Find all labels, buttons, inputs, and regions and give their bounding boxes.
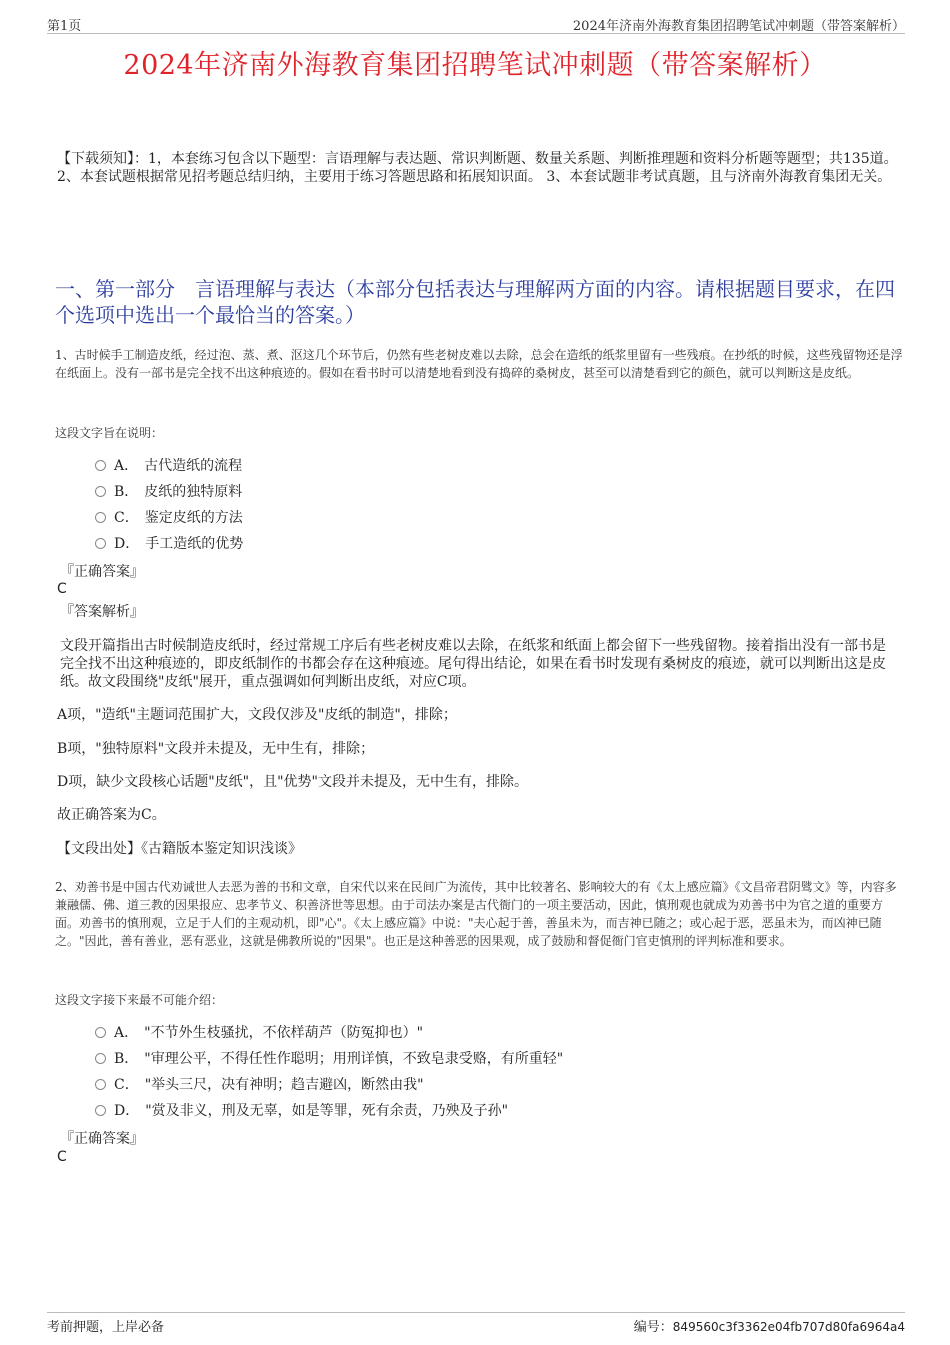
q1-source: 【文段出处】《古籍版本鉴定知识浅谈》 [57,841,302,857]
q1-passage: 1、古时候手工制造皮纸，经过泡、蒸、煮、沤这几个环节后，仍然有些老树皮难以去除，总会在造纸的纸浆里留有一些残痕。在抄纸的时候，这些残留物还是浮在纸面上。没有一部书是完全找不出这种痕迹的。假如在看书时可以清楚地看到没有捣碎的桑树皮，甚至可以清楚看到它的颜色，就可以判断这是皮纸。 [55,348,903,380]
q1-option-d[interactable]: D． 手工造纸的优势 [95,534,243,554]
q1-final-answer: 故正确答案为C。 [57,807,166,823]
q1-option-b[interactable]: B． 皮纸的独特原料 [95,482,242,502]
radio-icon[interactable] [95,512,106,523]
radio-icon[interactable] [95,1027,106,1038]
download-notice: 【下载须知】：1，本套练习包含以下题型：言语理解与表达题、常识判断题、数量关系题、判断推理题和资料分析题等题型；共135道。 2、本套试题根据常见招考题总结归纳，主要用于练习答题思路和拓展知识面。 3、本套试题非考试真题，且与济南外海教育集团无关。 [57,151,898,185]
radio-icon[interactable] [95,1053,106,1064]
q2-option-b[interactable]: B． "审理公平，不得任性作聪明；用刑详慎，不致皂隶受赂，有所重轻" [95,1049,563,1069]
radio-icon[interactable] [95,1105,106,1116]
q2-option-d[interactable]: D． "赏及非义，刑及无辜，如是等罪，死有余责，乃殃及子孙" [95,1101,508,1121]
footer-slogan: 考前押题，上岸必备 [47,1320,165,1335]
q1-analysis-d: D项，缺少文段核心话题"皮纸"，且"优势"文段并未提及，无中生有，排除。 [57,774,528,790]
q1-option-c[interactable]: C． 鉴定皮纸的方法 [95,508,243,528]
q2-answer: C [57,1149,67,1165]
q1-answer: C [57,581,67,597]
q1-analysis-b: B项，"独特原料"文段并未提及，无中生有，排除； [57,741,375,757]
radio-icon[interactable] [95,1079,106,1090]
q2-answer-label: 『正确答案』 [60,1131,144,1147]
q2-passage: 2、劝善书是中国古代劝诫世人去恶为善的书和文章，自宋代以来在民间广为流传，其中比较著名、影响较大的有《太上感应篇》《文昌帝君阴骘文》等，内容多兼融儒、佛、道三教的因果报应、忠孝节义、积善济世等思想。由于司法办案是古代衙门的一项主要活动，因此，慎刑观也就成为劝善书中为官之道的重要方面。劝善书的慎刑观，立足于人们的主观动机，即"心"。《太上感应篇》中说："夫心起于善，善虽未为，而吉神已随之；或心起于恶，恶虽未为，而凶神已随之。"因此，善有善业，恶有恶业，这就是佛教所说的"因果"。也正是这种善恶的因果观，成了鼓励和督促衙门官吏慎刑的评判标准和要求。 [55,880,897,948]
q2-stem: 这段文字接下来最不可能介绍： [55,993,224,1007]
radio-icon[interactable] [95,460,106,471]
page-number: 第1页 [47,19,82,34]
radio-icon[interactable] [95,538,106,549]
page-header [47,15,905,34]
q1-answer-label: 『正确答案』 [60,564,144,580]
q1-analysis-label: 『答案解析』 [60,604,144,620]
header-doc-title: 2024年济南外海教育集团招聘笔试冲刺题（带答案解析） [572,19,905,34]
q1-analysis: 文段开篇指出古时候制造皮纸时，经过常规工序后有些老树皮难以去除，在纸浆和纸面上都会留下一些残留物。接着指出没有一部书是完全找不出这种痕迹的，即皮纸制作的书都会存在这种痕迹。尾句得出结论，如果在看书时发现有桑树皮的痕迹，就可以判断出这是皮纸。故文段围绕"皮纸"展开，重点强调如何判断出皮纸，对应C项。 [60,638,886,690]
q2-option-c[interactable]: C． "举头三尺，决有神明；趋吉避凶，断然由我" [95,1075,424,1095]
q2-option-a[interactable]: A． "不节外生枝骚扰，不依样葫芦（防冤抑也）" [95,1023,423,1043]
q1-option-a[interactable]: A． 古代造纸的流程 [95,456,242,476]
document-title: 2024年济南外海教育集团招聘笔试冲刺题（带答案解析） [123,50,827,81]
section-heading: 一、第一部分 言语理解与表达（本部分包括表达与理解两方面的内容。请根据题目要求，在四个选项中选出一个最恰当的答案。） [55,277,895,327]
page-footer [47,1312,905,1335]
radio-icon[interactable] [95,486,106,497]
q1-stem: 这段文字旨在说明： [55,426,164,440]
q1-analysis-a: A项，"造纸"主题词范围扩大，文段仅涉及"皮纸的制造"，排除； [57,707,457,723]
document-code: 编号：849560c3f3362e04fb707d80fa6964a4 [633,1320,905,1335]
